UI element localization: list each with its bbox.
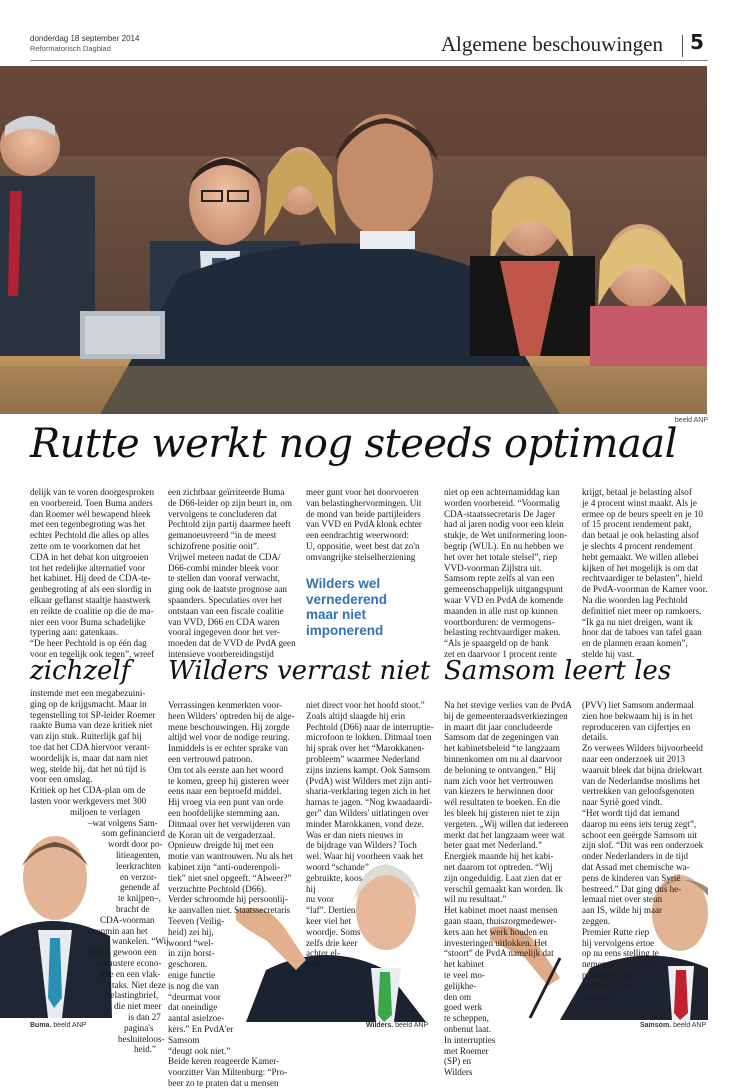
text-line: je slechts 4 procent rendement [582, 540, 693, 551]
text-line: details. [582, 732, 609, 743]
text-line: te scheppen, [444, 1013, 489, 1024]
text-line: en de plannen eraan komen”, [582, 638, 688, 649]
text-line: harnas te jagen. “Nog kwaadaardi- [306, 797, 432, 808]
text-line: en voorbereid. Toen Buma anders [30, 497, 153, 508]
text-line: Energiek maande hij het kabi- [444, 851, 554, 862]
text-line: ontstaan van een fiscale coalitie [168, 605, 284, 616]
subheading-buma: zichzelf [30, 656, 131, 686]
text-line: Samsom [168, 1034, 200, 1045]
text-line: VVD-voorman Zijlstra uit. [444, 562, 542, 573]
text-line: “Als je spaargeld op de bank [444, 638, 549, 649]
caption-name: Wilders. [366, 1022, 394, 1029]
text-line: Premier Rutte riep [582, 926, 650, 937]
section-title: Algemene beschouwingen [440, 32, 663, 56]
text-line: te stellen dan vooraf verwacht, [168, 573, 280, 584]
text-line: kijken of het mogelijk is om dat [582, 562, 699, 573]
text-line: Pechtold (D66) naar de interruptie- [306, 721, 434, 732]
text-line: voorzitter Van Miltenburg: “Pro- [168, 1067, 288, 1078]
text-line: voor een omslag. [30, 774, 93, 785]
text-line: sharia-verklaring tegen zich in het [306, 786, 431, 797]
text-line: Verrassingen kenmerkten voor- [168, 700, 282, 710]
text-line: mie en een vlak- [100, 968, 161, 979]
text-line: D66-combi minder bleek voor [168, 562, 279, 573]
text-line: te knijpen–, [118, 893, 161, 904]
subheading-samsom: Samsom leert les [444, 656, 672, 686]
text-line: maanden in alle rust op kunnen [444, 605, 558, 616]
text-line: minder Marokkanen, vond deze. [306, 818, 424, 829]
caption-name: Samsom. [640, 1022, 672, 1029]
text-line: Wilders [444, 1067, 473, 1078]
header-divider [682, 35, 683, 57]
text-line: zijns inziens kampt. Ook Samsom [306, 764, 431, 775]
text-line: evenmin aan het [88, 925, 148, 936]
text-line: wil nu resultaat.” [444, 894, 507, 905]
text-line: de beloning te ontvangen.” Hij [444, 764, 556, 775]
text-line: “Ik ga nu niet dreigen, want ik [582, 616, 693, 627]
text-line: gemeenschappelijk uitgangspunt [444, 584, 563, 595]
text-line: dat Assad met chemische wa- [582, 861, 690, 872]
caption-name: Buma. [30, 1022, 52, 1029]
text-line: een vertrouwd patroon. [168, 753, 253, 764]
text-line: nemen tegen “haat- [582, 959, 653, 970]
text-line: Opnieuw dreigde hij met een [168, 840, 274, 851]
text-line: met een tegenbegroting was het [30, 519, 146, 530]
upper-column-4 [444, 487, 572, 660]
text-line: stelde hij vast. [582, 648, 635, 659]
text-line: niet op een achternamiddag kan [444, 487, 560, 497]
text-line: willen gewoon een [88, 947, 157, 958]
text-line: belasting rechtvaardiger maken. [444, 627, 561, 638]
text-line: van VVD en PvdA klonk echter [306, 519, 422, 530]
pull-quote-line: imponerend [306, 622, 384, 638]
header-rule [30, 60, 708, 61]
caption-credit: beeld ANP [395, 1022, 429, 1029]
text-line: merkt dat het langzaam weer wat [444, 829, 565, 840]
text-line: nu voor [306, 894, 335, 905]
text-line: het kabinetsbeleid “te langzaam [444, 743, 560, 754]
text-line: rechtvaardiger te belasten”, hield [582, 573, 703, 584]
text-line: Was er dan niets nieuws in [306, 829, 404, 840]
samsom-article-col-1 [444, 700, 574, 1078]
text-line: in zijn borst- [168, 948, 215, 959]
text-line: ermee op de beurs speelt en je 10 [582, 508, 703, 519]
upper-column-2 [168, 487, 296, 660]
upper-column-1 [30, 487, 158, 660]
text-line: aan IS, wilde hij maar [582, 905, 663, 916]
text-line: enige functie [168, 969, 216, 980]
text-line: tiek” niet snel opgeeft. “Alweer?” [168, 872, 292, 883]
text-line: In interrupties [444, 1034, 496, 1045]
text-line: ging ook de laatste prognose aan [168, 584, 287, 595]
text-line: hij vervolgens ertoe [582, 937, 655, 948]
text-line: taks. Niet deze [112, 979, 166, 990]
text-line: voortborduren: de vermogens- [444, 616, 555, 627]
text-line: Beide keren reageerde Kamer- [168, 1056, 280, 1067]
text-line: naar een onderzoek uit 2013 [582, 753, 686, 764]
text-line: (PvdA) wist Wilders met zijn anti- [306, 775, 432, 786]
text-line: Hij vroeg via een punt van orde [168, 797, 284, 808]
text-line: op nu eens stelling te [582, 948, 659, 959]
text-line: woordje. Soms [306, 926, 361, 937]
text-line: typering aan: gatenkaas. [30, 627, 119, 638]
text-line: heid.” [134, 1044, 156, 1055]
text-line: Na het stevige verlies van de PvdA [444, 700, 572, 710]
text-line: litieagenten, [116, 849, 161, 860]
text-line: de D66-leider op zijn beurt in, om [168, 497, 292, 508]
text-line: Wilders. [582, 991, 613, 1002]
text-line: keer viel het [306, 915, 351, 926]
text-line: lasten voor werkgevers met 300 [30, 795, 147, 806]
text-line: vertrekken van geloofsgenoten [582, 786, 695, 797]
text-line: worden voorbereid. “Voormalig [444, 497, 560, 508]
samsom-caption [640, 1022, 706, 1029]
text-line: Kritiek op het CDA-plan om de [30, 785, 146, 796]
text-line: heen Wilders' optreden bij de alge- [168, 710, 295, 721]
text-line: probleem” waarmee Nederland [306, 753, 420, 764]
photo-credit: beeld ANP [674, 417, 708, 424]
text-line: dat oneindige [168, 1002, 218, 1013]
text-line: den om [444, 991, 472, 1002]
text-line: wel. Waar hij voorheen vaak het [306, 851, 424, 862]
text-line: of 15 procent rendement pakt, [582, 519, 692, 530]
newspaper-name: Reformatorisch Dagblad [30, 44, 111, 53]
text-line: het kabinet [444, 959, 485, 970]
text-line: het over het totale stelsel”, riep [444, 551, 558, 562]
text-line: van zijn stuk. Ruiterlijk gaf hij [30, 731, 142, 742]
text-line: en reikte de coalitie op die de ma- [30, 605, 154, 616]
text-line: moeden dat de VVD de PvdA geen [168, 638, 296, 649]
text-line: daarop nu eens iets terug zegt”, [582, 818, 697, 829]
text-line: (SP) en [444, 1056, 472, 1067]
text-line: besluiteloos- [118, 1033, 165, 1044]
text-line: Teeven (Veilig- [168, 915, 225, 926]
text-line: kers.” En PvdA'er [168, 1023, 234, 1034]
text-line: verschil gemaakt kan worden. Ik [444, 883, 563, 894]
text-line: instemde met een megabezuini- [30, 688, 146, 698]
text-line: robuustere econo- [96, 957, 162, 968]
text-line: CDA in het debat kon uitgroeien [30, 551, 149, 562]
text-line: weg, stelde hij, dat het nú tijd is [30, 763, 146, 774]
text-line: microfoon te lokken. Ditmaal toen [306, 732, 432, 743]
pull-quote [306, 576, 441, 638]
text-line: net daarom tot optreden. “Wij [444, 861, 553, 872]
text-line: gemanoeuvreerd “in de meest [168, 530, 277, 541]
buma-article [30, 688, 169, 1055]
text-line: en verzor- [120, 871, 157, 882]
text-line: delijk van te voren doorgesproken [30, 487, 155, 497]
text-line: een zichtbaar geïrriteerde Buma [168, 487, 285, 497]
text-line: intensieve voorbereidingstijd [168, 648, 274, 659]
text-line: waar VVD en PvdA de komende [444, 594, 564, 605]
text-line: binnenkomen om nu al daarvoor [444, 753, 563, 764]
text-line: wankelen. “Wij [112, 936, 169, 947]
text-line: ger” dan Wilders' uitlatingen over [306, 807, 429, 818]
text-line: eens naar een beproefd middel. [168, 786, 282, 797]
text-line: elkaar geflanst staaltje haastwerk [30, 594, 151, 605]
text-line: leerkrachten [116, 860, 161, 871]
text-line: geschoren. [168, 959, 208, 970]
text-line: kers aan het werk houden en [444, 926, 548, 937]
text-line: raakte Buma van deze kritiek niet [30, 720, 153, 731]
text-line: kabinet zijn “anti-ouderenpoli- [168, 861, 281, 872]
text-line: woord “wel- [168, 937, 214, 948]
text-line: Pechtold zijn partij daarmee heeft [168, 519, 291, 530]
text-line: die niet meer [114, 1001, 162, 1012]
text-line: dan betaal je ook belasting alsof [582, 530, 699, 541]
text-line: reproduceren van cijfertjes en [582, 721, 691, 732]
text-line: –wat volgens Sam- [88, 817, 158, 828]
text-line: wordt door po- [108, 839, 163, 850]
text-line: is dan 27 [128, 1011, 161, 1022]
subheading-wilders: Wilders verrast niet [168, 656, 431, 686]
text-line: dan Roemer wél bewapend bleek [30, 508, 151, 519]
text-line: wél resultaten te boeken. En die [444, 797, 561, 808]
text-line: omvangrijke stelselherziening [306, 551, 416, 562]
text-line: het kabinet. Hij deed de CDA-te- [30, 573, 151, 584]
text-line: predikers in de [582, 969, 637, 980]
text-line: hij [306, 883, 316, 894]
text-line: ke aanvallen niet. Staatssecretaris [168, 905, 291, 916]
main-photo [0, 66, 707, 414]
upper-column-5 [582, 487, 710, 660]
text-line: Ditmaal over het verwijderen van [168, 818, 291, 829]
text-line: niet direct voor het hoofd stoot.” [306, 700, 425, 710]
text-line: genbegroting af als een slordig in [30, 584, 152, 595]
text-line: Het kabinet moet naast mensen [444, 905, 558, 916]
wilders-article-col-2 [306, 700, 436, 970]
text-line: zien hoe bekwaam hij is in het [582, 710, 693, 721]
text-line: Vrijwel meteen nadat de CDA/ [168, 551, 281, 562]
text-line: miljoen te verlagen [70, 806, 141, 817]
text-line: Verder schroomde hij persoonlij- [168, 894, 288, 905]
text-line: pens de kinderen van Syrië [582, 872, 681, 883]
text-line: Zo verwees Wilders bijvoorbeeld [582, 743, 703, 754]
text-line: van belastinghervormingen. Uit [306, 497, 422, 508]
text-line: “Het wordt tijd dat iemand [582, 807, 680, 818]
text-line: definitief niet meer op ramkoers. [582, 605, 702, 616]
text-line: CDA-staatssecretaris De Jager [444, 508, 556, 519]
text-line: hoor dat de taboes van tafel gaan [582, 627, 702, 638]
text-line: investeringen uitlokken. Het [444, 937, 548, 948]
text-line: Na die woorden lag Pechtold [582, 594, 688, 605]
text-line: zet en daarvoor 1 procent rente [444, 648, 557, 659]
text-line: onder Nederlanders in de tijd [582, 851, 689, 862]
text-line: beter gaat met Nederland.” [444, 840, 542, 851]
text-line: waaruit bleek dat bijna driekwart [582, 764, 703, 775]
text-line: schoot een geërgde Samsom uit [582, 829, 697, 840]
text-line: lemaal niet over steun [582, 894, 663, 905]
text-line: hij sprak over het “Marokkanen- [306, 743, 425, 754]
text-line: toe dat het CDA hiervoor verant- [30, 741, 150, 752]
text-line: kaar. [306, 959, 324, 970]
text-line: Om tot als eerste aan het woord [168, 764, 284, 775]
text-line: is nog die van [168, 980, 219, 991]
text-line: tegenstelling tot SP-leider Roemer [30, 709, 156, 720]
text-line: de mond van beide partijleiders [306, 508, 421, 519]
text-line: belastingbrief, [106, 990, 159, 1001]
headline: Rutte werkt nog steeds optimaal [30, 421, 677, 467]
text-line: verzuchtte Pechtold (D66). [168, 883, 267, 894]
text-line: vergeten. „Wij willen dat iedereen [444, 818, 569, 829]
text-line: “deugt ook niet.” [168, 1045, 231, 1056]
text-line: onbenut laat. [444, 1023, 491, 1034]
text-line: motie van wantrouwen. Nu als het [168, 851, 293, 862]
text-line: mene beschouwingen. Hij zorgde [168, 721, 290, 732]
text-line: “stoort” de PvdA namelijk dat [444, 948, 554, 959]
text-line: nier een voor Buma schadelijke [30, 616, 146, 627]
text-line: Zoals altijd slaagde hij erin [306, 710, 405, 721]
caption-credit: beeld ANP [53, 1022, 87, 1029]
text-line: “De heer Pechtold is op één dag [30, 638, 147, 649]
text-line: “laf”. Dertien [306, 905, 356, 916]
text-line: Inmiddels is er echter sprake van [168, 743, 288, 754]
text-line: zette om te voorkomen dat het [30, 540, 141, 551]
text-line: les bleek hij gisteren niet te zijn [444, 807, 560, 818]
text-line: nam zich voor het vertrouwen [444, 775, 554, 786]
text-line: van de Nederlandse moslims het [582, 775, 701, 786]
text-line: gaan staan, thuiszorgmedewer- [444, 915, 557, 926]
text-line: zelfs drie keer [306, 937, 358, 948]
text-line: achter el- [306, 948, 341, 959]
text-line: aantal asielzoe- [168, 1013, 225, 1024]
text-line: Samsom repte zelfs al van een [444, 573, 555, 584]
issue-date: donderdag 18 september 2014 [30, 34, 140, 43]
text-line: vooral ingegeven door het ver- [168, 627, 280, 638]
text-line: woordelijk is, maar dat nam niet [30, 752, 148, 763]
text-line: de bijdrage van Wilders? Toch [306, 840, 417, 851]
upper-column-3 [306, 487, 434, 563]
text-line: echter Pechtold die alles op alles [30, 530, 149, 541]
text-line: in maart dit jaar concludeerde [444, 721, 553, 732]
text-line: voor en tegelijk ook tegen”, wreef [30, 648, 155, 659]
text-line: beer zo te praten dat u mensen [168, 1077, 279, 1088]
text-line: zijn ongeduldig. Laat zien dat er [444, 872, 562, 883]
text-line: CDA-voorman [100, 914, 155, 925]
text-line: (PVV) liet Samsom andermaal [582, 700, 694, 710]
text-line: je 4 procent winst maakt. Als je [582, 497, 697, 508]
text-line: te komen, greep hij gisteren weer [168, 775, 290, 786]
pull-quote-line: vernederend [306, 591, 388, 607]
text-line: vervolgens te concluderen dat [168, 508, 277, 519]
pull-quote-line: Wilders wel [306, 576, 381, 591]
text-line: zeggen. [582, 915, 611, 926]
text-line: bracht de [116, 903, 150, 914]
text-line: gelijkhe- [444, 980, 477, 991]
text-line: ging op de krijgsmacht. Maar in [30, 698, 147, 709]
text-line: altijd wel voor de nodige reuring. [168, 732, 290, 743]
text-line: zijn slof. “Dit was een onderzoek [582, 840, 704, 851]
text-line: krijgt, betaal je belasting alsof [582, 487, 692, 497]
wilders-caption [366, 1022, 428, 1029]
text-line: goed werk [444, 1002, 483, 1013]
text-line: de Koran uit de vergaderzaal. [168, 829, 276, 840]
caption-credit: beeld ANP [673, 1022, 707, 1029]
text-line: bestreed.” Dat ging dus he- [582, 883, 682, 894]
text-line: naar Syrië goed vindt. [582, 797, 663, 808]
text-line: begrip (WUL). En nu hebben we [444, 540, 564, 551]
text-line: een hoofdelijke stemming aan. [168, 807, 280, 818]
text-line: spaanders. Speculaties over het [168, 594, 282, 605]
text-line: heid) zei hij, [168, 926, 214, 937]
text-line: had al jaren nodig voor een klein [444, 519, 564, 530]
pull-quote-line: maar niet [306, 607, 367, 622]
wilders-article-col-1 [168, 700, 298, 1089]
text-line: van kiezers te herwinnen door [444, 786, 554, 797]
text-line: U, oppositie, weet best dat zo'n [306, 540, 420, 551]
page-number: 5 [690, 30, 704, 54]
text-line: tot het redelijke alternatief voor [30, 562, 146, 573]
text-line: schizofrene positie ooit”. [168, 540, 260, 551]
text-line: politiek”, lees: [582, 980, 636, 991]
text-line: te veel mo- [444, 969, 485, 980]
text-line: woord “schande” [306, 861, 369, 872]
text-line: som gefinancierd [102, 828, 165, 839]
text-line: van VVD, D66 en CDA waren [168, 616, 280, 627]
text-line: Samsom dat de zegeningen van [444, 732, 559, 743]
text-line: gebruikte, koos [306, 872, 363, 883]
text-line: genende af [120, 882, 160, 893]
text-line: een eendrachtig weerwoord: [306, 530, 410, 541]
text-line: stukje, de Wet uniformering loon- [444, 530, 568, 541]
text-line: met Roemer [444, 1045, 489, 1056]
text-line: hebt gemaakt. We willen allebei [582, 551, 699, 562]
samsom-article-col-2 [582, 700, 710, 1002]
text-line: “deurmat voor [168, 991, 221, 1002]
text-line: meer gunt voor het doorvoeren [306, 487, 419, 497]
text-line: bij de gemeenteraadsverkiezingen [444, 710, 568, 721]
text-line: de PvdA-voorman de Kamer voor. [582, 584, 708, 595]
text-line: pagina's [124, 1022, 154, 1033]
